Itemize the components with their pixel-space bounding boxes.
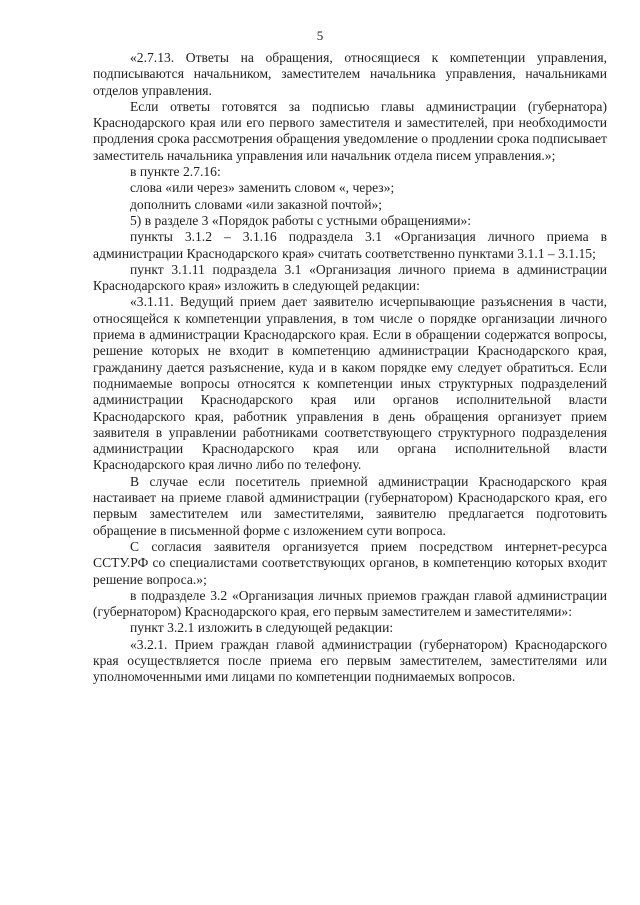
paragraph-point-3-1-11-intro: пункт 3.1.11 подраздела 3.1 «Организация личного приема в администрации Краснодарского края» изложить в следующей редакции: [93, 261, 607, 294]
paragraph-signature-governor: Если ответы готовятся за подписью главы администрации (губернатора) Краснодарского края или его первого заместителя и заместителей, при необходимости продления срока рассмотрения обращения уведомление о продлении срока подписывает заместитель начальника управления или начальник отдела писем управления.»; [93, 98, 607, 163]
paragraph-point-2-7-16: в пункте 2.7.16: [130, 164, 221, 180]
paragraph-section-3: 5) в разделе 3 «Порядок работы с устными обращениями»: [130, 212, 472, 228]
paragraph-visitor-insists: В случае если посетитель приемной администрации Краснодарского края настаивает на приеме главой администрации (губернатором) Краснодарского края, его первым заместителем или заместителями, заявителю предлагается подготовить обращение в письменной форме с изложением сути вопроса. [93, 473, 607, 538]
paragraph-replace-words: слова «или через» заменить словом «, через»; [130, 180, 395, 196]
paragraph-3-2-1: «3.2.1. Прием граждан главой администрации (губернатором) Краснодарского края осуществляется после приема его первым заместителем, заместителями или уполномоченными ими лицами по компетенции поднимаемых вопросов. [93, 636, 607, 685]
paragraph-renumber-points: пункты 3.1.2 – 3.1.16 подраздела 3.1 «Организация личного приема в администрации Краснодарского края» считать соответственно пунктами 3.1.1 – 3.1.15; [93, 229, 607, 261]
page-number: 5 [316, 28, 324, 43]
document-body [93, 50, 607, 686]
paragraph-sstu-reception: С согласия заявителя организуется прием посредством интернет-ресурса ССТУ.РФ со специалистами соответствующих органов, в компетенцию которых входит решение вопроса.»; [93, 538, 607, 587]
paragraph-2-7-13: «2.7.13. Ответы на обращения, относящиеся к компетенции управления, подписываются начальником, заместителем начальника управления, начальниками отделов управления. [93, 50, 607, 98]
paragraph-point-3-2-1-intro: пункт 3.2.1 изложить в следующей редакции: [130, 620, 394, 636]
paragraph-3-1-11: «3.1.11. Ведущий прием дает заявителю исчерпывающие разъяснения в части, относящейся к компетенции управления, в том числе о порядке организации личного приема в администрации Краснодарского края. Если в обращении содержатся вопросы, решение которых не входит в компетенцию администрации Краснодарского края, гражданину дается разъяснение, куда и в каком порядке ему следует обратиться. Если поднимаемые вопросы относятся к компетенции иных структурных подразделений администрации Краснодарского края или органов исполнительной власти Краснодарского края, работник управления в день обращения организует прием заявителя в управлении работниками соответствующего структурного подразделения администрации Краснодарского края или органа исполнительной власти Краснодарского края лично либо по телефону. [93, 294, 607, 473]
paragraph-subsection-3-2: в подразделе 3.2 «Организация личных приемов граждан главой администрации (губернатором) Краснодарского края, его первым заместителем и заместителями»: [93, 587, 607, 620]
paragraph-add-words: дополнить словами «или заказной почтой»; [130, 196, 383, 212]
